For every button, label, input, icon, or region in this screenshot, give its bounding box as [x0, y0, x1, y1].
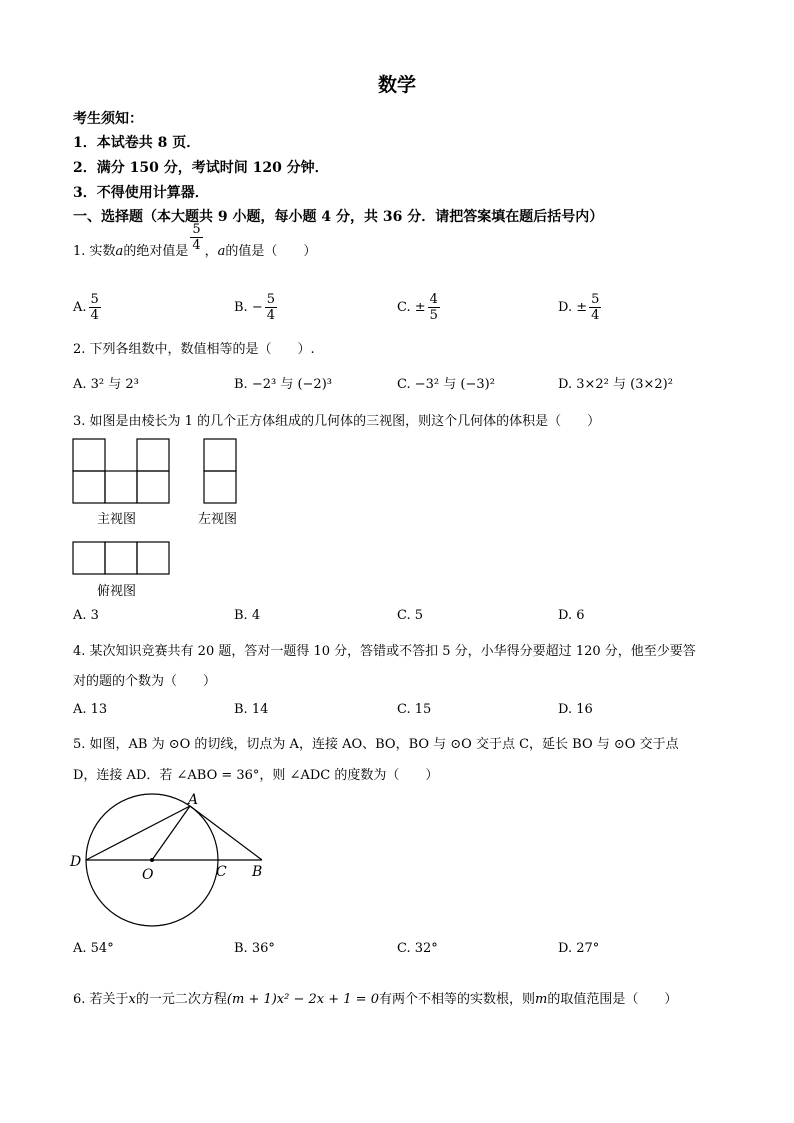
top-view-caption: 俯视图: [97, 584, 137, 599]
question-4-stem-line1: 4. 某次知识竞赛共有 20 题，答对一题得 10 分，答错或不答扣 5 分，小华得分要超过 120 分，他至少要答: [73, 644, 696, 659]
label-c: C: [216, 864, 227, 880]
q3-option-d[interactable]: D. 6: [558, 608, 585, 623]
q2-option-c[interactable]: C. −3² 与 (−3)²: [397, 377, 495, 392]
q4-option-c[interactable]: C. 15: [397, 702, 432, 717]
question-4-stem-line2: 对的题的个数为（ ）: [73, 674, 217, 689]
question-5-stem-line1: 5. 如图，AB 为 ⊙O 的切线，切点为 A，连接 AO、BO，BO 与 ⊙O 交于点 C，延长 BO 与 ⊙O 交于点: [73, 737, 679, 752]
left-view-caption: 左视图: [198, 512, 238, 527]
q2-option-a[interactable]: A. 3² 与 2³: [73, 377, 139, 392]
q1-option-c[interactable]: C. ± $\frac{4}{5}$: [397, 292, 438, 323]
notice-item: 1．本试卷共 8 页．: [73, 135, 201, 151]
notice-item: 2．满分 150 分，考试时间 120 分钟．: [73, 160, 329, 176]
label-a: A: [188, 792, 199, 808]
q5-option-d[interactable]: D. 27°: [558, 941, 600, 956]
label-b: B: [252, 864, 263, 880]
question-2-stem: 2. 下列各组数中，数值相等的是（ ）.: [73, 342, 315, 357]
q3-option-c[interactable]: C. 5: [397, 608, 424, 623]
label-d: D: [70, 854, 82, 870]
q2-option-b[interactable]: B. −2³ 与 (−2)³: [234, 377, 332, 392]
section-heading: 一、选择题（本大题共 9 小题，每小题 4 分，共 36 分．请把答案填在题后括号内）: [73, 209, 604, 225]
front-view-caption: 主视图: [97, 512, 137, 527]
q4-option-d[interactable]: D. 16: [558, 702, 593, 717]
q2-option-d[interactable]: D. 3×2² 与 (3×2)²: [558, 377, 673, 392]
page-title: 数学: [377, 74, 416, 96]
top-view-figure: [72, 541, 172, 577]
center-point: [150, 858, 154, 862]
question-6-stem: 6. 若关于x的一元二次方程(m + 1)x² − 2x + 1 = 0有两个不相等的实数根，则m的取值范围是（ ）: [73, 992, 678, 1007]
line-ao: [152, 806, 190, 860]
q3-option-b[interactable]: B. 4: [234, 608, 261, 623]
q1-option-d[interactable]: D. ± $\frac{5}{4}$: [558, 292, 600, 323]
question-5-stem-line2: D，连接 AD．若 ∠ABO = 36°，则 ∠ADC 的度数为（ ）: [73, 768, 439, 783]
q1-option-a[interactable]: A. $\frac{5}{4}$: [73, 292, 99, 323]
left-view-figure: [203, 438, 239, 504]
q5-option-c[interactable]: C. 32°: [397, 941, 438, 956]
front-view-figure: [72, 438, 172, 504]
circle-tangent-figure: [66, 790, 276, 930]
notice-item: 3．不得使用计算器．: [73, 185, 209, 201]
question-3-stem: 3. 如图是由棱长为 1 的几个正方体组成的几何体的三视图，则这个几何体的体积是（ ）: [73, 414, 601, 429]
label-o: O: [142, 867, 154, 883]
q5-option-b[interactable]: B. 36°: [234, 941, 275, 956]
line-ab: [190, 806, 262, 860]
q4-option-a[interactable]: A. 13: [73, 702, 108, 717]
q4-option-b[interactable]: B. 14: [234, 702, 269, 717]
q3-option-a[interactable]: A. 3: [73, 608, 99, 623]
question-1-stem: 1. 实数a的绝对值是 $\frac{5}{4}$ ，a的值是（ ）: [73, 222, 317, 259]
q5-option-a[interactable]: A. 54°: [73, 941, 114, 956]
q1-option-b[interactable]: B. − $\frac{5}{4}$: [234, 292, 276, 323]
notice-heading: 考生须知：: [73, 111, 143, 127]
line-ad: [86, 806, 190, 860]
